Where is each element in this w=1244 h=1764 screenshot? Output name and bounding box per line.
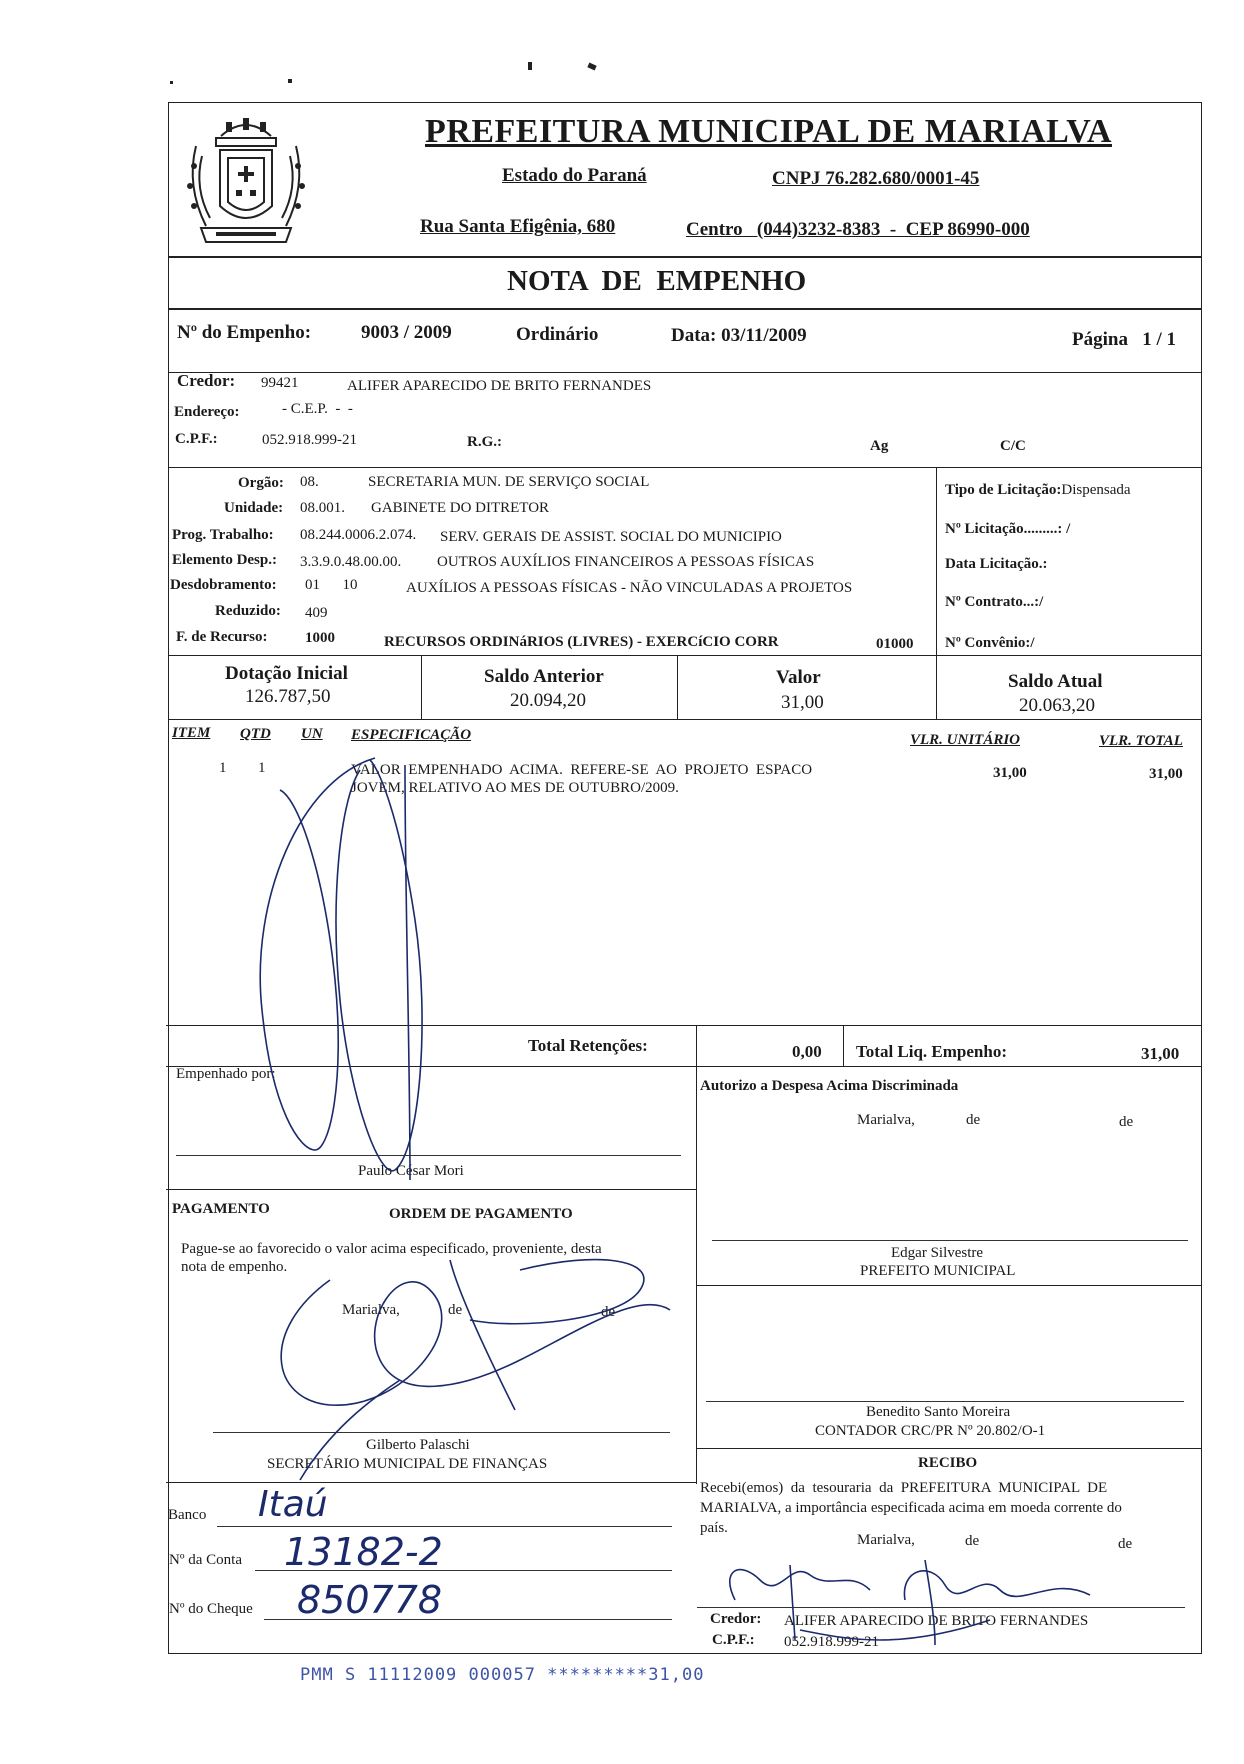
reduzido-code: 409 xyxy=(305,605,328,621)
recibo-cpf-label: C.P.F.: xyxy=(712,1632,755,1648)
item-header: ITEM xyxy=(172,725,211,741)
elemento-label: Elemento Desp.: xyxy=(172,552,277,568)
unidade-label: Unidade: xyxy=(224,500,284,516)
contador-signer: Benedito Santo Moreira xyxy=(866,1404,1011,1420)
liquido-value: 31,00 xyxy=(1141,1044,1180,1063)
unidade-desc: GABINETE DO DITRETOR xyxy=(371,500,550,516)
retencoes-label: Total Retenções: xyxy=(528,1036,648,1055)
reduzido-label: Reduzido: xyxy=(215,603,281,619)
pagamento-label: PAGAMENTO xyxy=(172,1201,270,1217)
orgao-desc: SECRETARIA MUN. DE SERVIÇO SOCIAL xyxy=(368,474,650,490)
liquido-label: Total Liq. Empenho: xyxy=(856,1042,1007,1061)
header-title: PREFEITURA MUNICIPAL DE MARIALVA xyxy=(425,113,1112,150)
elemento-desc: OUTROS AUXÍLIOS FINANCEIROS A PESSOAS FÍSICAS xyxy=(437,554,815,570)
spec-header: ESPECIFICAÇÃO xyxy=(351,727,472,743)
empenhado-label: Empenhado por: xyxy=(176,1066,276,1082)
banco-label: Banco xyxy=(168,1507,207,1523)
saldo-anterior-value: 20.094,20 xyxy=(510,690,586,711)
cc-label: C/C xyxy=(1000,438,1026,454)
empenho-type: Ordinário xyxy=(516,324,599,345)
header-cnpj: CNPJ 76.282.680/0001-45 xyxy=(772,168,980,189)
header-contact: Centro (044)3232-8383 - CEP 86990-000 xyxy=(686,219,1030,240)
valor-value: 31,00 xyxy=(781,692,824,713)
recibo-cpf-value: 052.918.999-21 xyxy=(784,1634,879,1650)
pagamento-place: Marialva, xyxy=(342,1302,400,1318)
validation-stamp: PMM S 11112009 000057 *********31,00 xyxy=(300,1665,705,1685)
credor-code: 99421 xyxy=(261,375,299,391)
item-spec-line2: JOVEM, RELATIVO AO MES DE OUTUBRO/2009. xyxy=(351,780,679,796)
header-state: Estado do Paraná xyxy=(502,165,647,186)
autorizo-role: PREFEITO MUNICIPAL xyxy=(860,1263,1016,1279)
orgao-code: 08. xyxy=(300,474,319,490)
empenho-page: Página 1 / 1 xyxy=(1072,329,1176,350)
unidade-code: 08.001. xyxy=(300,500,345,516)
recurso-code: 1000 xyxy=(305,630,335,646)
desdobramento-code: 01 10 xyxy=(305,577,358,593)
item-unit-price: 31,00 xyxy=(993,765,1027,781)
item-total-price: 31,00 xyxy=(1149,766,1183,782)
empenho-date: Data: 03/11/2009 xyxy=(671,325,807,346)
autorizo-de2: de xyxy=(1119,1114,1134,1130)
numero-licitacao: Nº Licitação.........: / xyxy=(945,521,1071,537)
recibo-de2: de xyxy=(1118,1536,1133,1552)
recurso-number: 01000 xyxy=(876,636,914,652)
recibo-de1: de xyxy=(965,1533,980,1549)
document-title: NOTA DE EMPENHO xyxy=(507,265,807,297)
dotacao-value: 126.787,50 xyxy=(245,686,331,707)
pagamento-text-line2: nota de empenho. xyxy=(181,1259,288,1275)
numero-convenio: Nº Convênio:/ xyxy=(945,635,1035,651)
cpf-value: 052.918.999-21 xyxy=(262,432,357,448)
ag-label: Ag xyxy=(870,438,889,454)
banco-handwritten: Itaú xyxy=(258,1484,328,1525)
credor-name: ALIFER APARECIDO DE BRITO FERNANDES xyxy=(347,378,652,394)
tipo-licitacao-label-text: Tipo de Licitação: xyxy=(945,482,1062,498)
unit-price-header: VLR. UNITÁRIO xyxy=(910,732,1021,748)
recibo-text-line3: país. xyxy=(700,1520,728,1536)
desdobramento-label: Desdobramento: xyxy=(170,577,277,593)
address-label: Endereço: xyxy=(174,404,240,420)
contador-role: CONTADOR CRC/PR Nº 20.802/O-1 xyxy=(815,1423,1046,1439)
pagamento-signer: Gilberto Palaschi xyxy=(366,1437,470,1453)
recibo-credor-label: Credor: xyxy=(710,1611,762,1627)
pagamento-de1: de xyxy=(448,1302,463,1318)
recibo-credor-name: ALIFER APARECIDO DE BRITO FERNANDES xyxy=(784,1613,1089,1629)
desdobramento-desc: AUXÍLIOS A PESSOAS FÍSICAS - NÃO VINCULADAS A PROJETOS xyxy=(406,580,853,596)
conta-handwritten: 13182-2 xyxy=(284,1530,443,1574)
empenhado-signer: Paulo César Mori xyxy=(358,1163,464,1179)
pagamento-de2: de xyxy=(601,1304,616,1320)
credor-label: Credor: xyxy=(177,371,236,390)
prog-trabalho-label: Prog. Trabalho: xyxy=(172,527,274,543)
address-value: - C.E.P. - - xyxy=(282,401,353,417)
recibo-text-line1: Recebi(emos) da tesouraria da PREFEITURA MUNICIPAL DE xyxy=(700,1480,1108,1496)
recibo-text-line2: MARIALVA, a importância especificada acima em moeda corrente do xyxy=(700,1500,1122,1516)
conta-label: Nº da Conta xyxy=(169,1552,242,1568)
item-number: 1 xyxy=(219,760,227,776)
empenho-number: 9003 / 2009 xyxy=(361,322,452,343)
ordem-pagamento-label: ORDEM DE PAGAMENTO xyxy=(389,1206,573,1222)
cpf-label: C.P.F.: xyxy=(175,431,218,447)
numero-contrato: Nº Contrato...:/ xyxy=(945,594,1044,610)
saldo-atual-label: Saldo Atual xyxy=(1008,671,1103,692)
total-price-header: VLR. TOTAL xyxy=(1099,733,1183,749)
autorizo-label: Autorizo a Despesa Acima Discriminada xyxy=(700,1078,959,1094)
recurso-label: F. de Recurso: xyxy=(176,629,268,645)
prog-trabalho-desc: SERV. GERAIS DE ASSIST. SOCIAL DO MUNICIPIO xyxy=(440,529,782,545)
pagamento-text-line1: Pague-se ao favorecido o valor acima especificado, proveniente, desta xyxy=(181,1241,602,1257)
dotacao-label: Dotação Inicial xyxy=(225,663,348,684)
autorizo-de1: de xyxy=(966,1112,981,1128)
valor-label: Valor xyxy=(776,667,821,688)
empenho-label: Nº do Empenho: xyxy=(177,322,312,343)
un-header: UN xyxy=(301,726,323,742)
cheque-label: Nº do Cheque xyxy=(169,1601,253,1617)
item-spec-line1: VALOR EMPENHADO ACIMA. REFERE-SE AO PROJETO ESPACO xyxy=(351,762,813,778)
rg-label: R.G.: xyxy=(467,434,502,450)
elemento-code: 3.3.9.0.48.00.00. xyxy=(300,554,402,570)
orgao-label: Orgão: xyxy=(238,475,284,491)
recurso-desc: RECURSOS ORDINáRIOS (LIVRES) - EXERCíCIO CORR xyxy=(384,634,779,650)
header-street: Rua Santa Efigênia, 680 xyxy=(420,216,616,237)
saldo-atual-value: 20.063,20 xyxy=(1019,695,1095,716)
qtd-header: QTD xyxy=(240,726,271,742)
data-licitacao: Data Licitação.: xyxy=(945,556,1048,572)
recibo-place: Marialva, xyxy=(857,1532,915,1548)
cheque-handwritten: 850778 xyxy=(297,1578,443,1622)
tipo-licitacao-value: Dispensada xyxy=(1061,482,1131,498)
item-qtd: 1 xyxy=(258,760,266,776)
recibo-title: RECIBO xyxy=(918,1455,978,1471)
autorizo-place: Marialva, xyxy=(857,1112,915,1128)
saldo-anterior-label: Saldo Anterior xyxy=(484,666,604,687)
prog-trabalho-code: 08.244.0006.2.074. xyxy=(300,527,417,543)
retencoes-value: 0,00 xyxy=(792,1042,822,1061)
autorizo-signer: Edgar Silvestre xyxy=(891,1245,984,1261)
pagamento-role: SECRETÁRIO MUNICIPAL DE FINANÇAS xyxy=(267,1456,548,1472)
